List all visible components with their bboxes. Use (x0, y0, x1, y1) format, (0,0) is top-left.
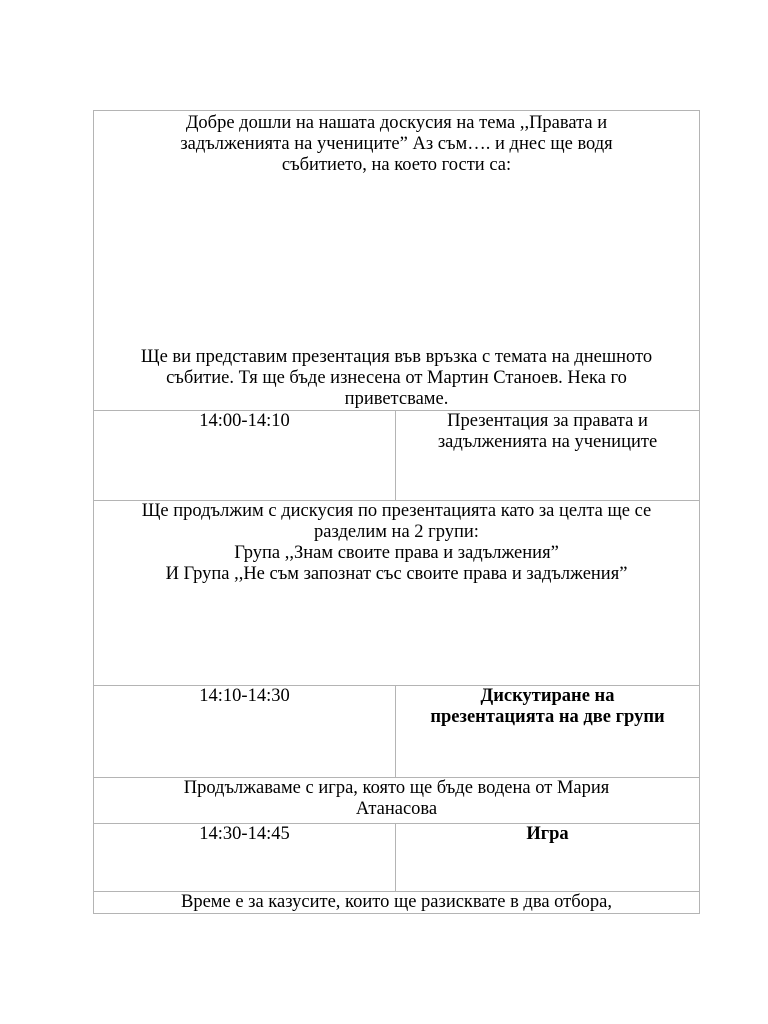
activity-line: Презентация за правата и (447, 411, 648, 431)
activity-cell (396, 411, 700, 501)
schedule-row-1 (94, 411, 700, 501)
discussion-cell (94, 501, 700, 686)
welcome-line: Добре дошли на нашата доскусия на тема ,,Правата и (185, 113, 608, 133)
activity-line: задълженията на учениците (437, 432, 658, 452)
presentation-intro-line: приветсваме. (344, 389, 449, 409)
schedule-row-3 (94, 824, 700, 892)
time-cell: 14:00-14:10 (94, 411, 396, 501)
welcome-row (94, 111, 700, 411)
game-intro-line: Продължаваме с игра, която ще бъде водена от Мария (183, 778, 610, 798)
welcome-text (100, 111, 693, 176)
cases-intro-cell: Време е за казусите, които ще разисквате в два отбора, (94, 892, 700, 914)
activity-cell (396, 686, 700, 778)
presentation-intro-line: събитие. Тя ще бъде изнесена от Мартин Станоев. Нека го (166, 368, 627, 388)
schedule-row-2 (94, 686, 700, 778)
event-schedule-table (93, 110, 700, 914)
activity-line: Дискутиране на (480, 686, 615, 706)
welcome-line: събитието, на което гости са: (281, 155, 512, 175)
activity-line: презентацията на две групи (430, 707, 665, 727)
presentation-intro-text (100, 347, 693, 410)
discussion-line: И Група ,,Не съм запознат със своите права и задължения” (165, 564, 628, 584)
presentation-intro-line: Ще ви представим презентация във връзка с темата на днешното (140, 347, 653, 367)
activity-cell: Игра (396, 824, 700, 892)
discussion-row (94, 501, 700, 686)
discussion-line: разделим на 2 групи: (314, 522, 479, 542)
game-intro-cell (94, 778, 700, 824)
welcome-cell (94, 111, 700, 411)
discussion-line: Група ,,Знам своите права и задължения” (234, 543, 559, 563)
game-intro-row (94, 778, 700, 824)
welcome-line: задълженията на учениците” Аз съм…. и днес ще водя (180, 134, 613, 154)
cases-intro-row (94, 892, 700, 914)
time-cell: 14:30-14:45 (94, 824, 396, 892)
game-intro-line: Атанасова (355, 799, 438, 819)
discussion-line: Ще продължим с дискусия по презентацията като за целта ще се (141, 501, 652, 521)
time-cell: 14:10-14:30 (94, 686, 396, 778)
